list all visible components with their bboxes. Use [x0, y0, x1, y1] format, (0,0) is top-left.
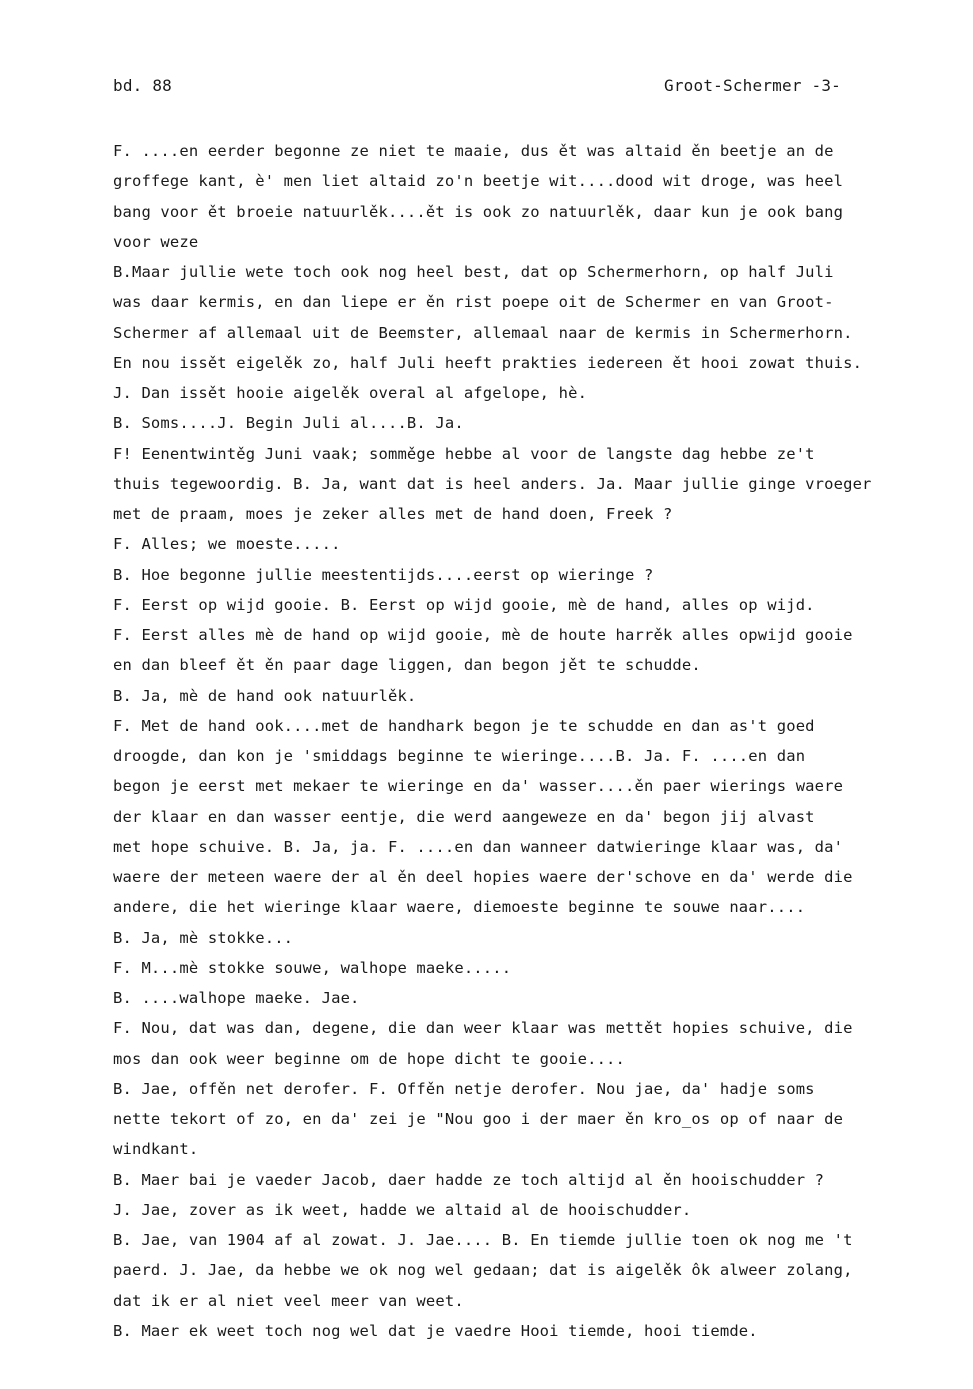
transcript-line: met hope schuive. B. Ja, ja. F. ....en dan wanneer datwieringe klaar was, da' — [113, 837, 844, 856]
transcript-line: droogde, dan kon je 'smiddags beginne te wieringe....B. Ja. F. ....en dan — [113, 747, 806, 765]
transcript-line: B. Jae, van 1904 af al zowat. J. Jae.... B. En tiemde jullie toen ok nog me 't — [113, 1231, 853, 1249]
transcript-line: paerd. J. Jae, da hebbe we ok nog wel gedaan; dat is aigelěk ôk alweer zolang, — [113, 1261, 853, 1280]
transcript-line: F. Nou, dat was dan, degene, die dan weer klaar was mettět hopies schuive, die — [113, 1019, 853, 1038]
transcript-line: F. Alles; we moeste..... — [113, 535, 341, 554]
transcript-line: B. Hoe begonne jullie meestentijds....eerst op wieringe ? — [113, 565, 654, 584]
transcript-line: dat ik er al niet veel meer van weet. — [113, 1291, 464, 1310]
transcript-line: was daar kermis, en dan liepe er ěn rist poepe oit de Schermer en van Groot- — [113, 293, 834, 312]
transcript-line: groffege kant, è' men liet altaid zo'n beetje wit....dood wit droge, was heel — [113, 172, 844, 191]
transcript-line: J. Dan issět hooie aigelěk overal al afgelope, hè. — [113, 384, 588, 402]
transcript-line: F. Eerst alles mè de hand op wijd gooie, mè de houte harrěk alles opwijd gooie — [113, 626, 853, 644]
transcript-line: B. Ja, mè stokke... — [113, 928, 294, 947]
transcript-line: F. Met de hand ook....met de handhark begon je te schudde en dan as't goed — [113, 716, 815, 735]
transcript-line: B. Maer bai je vaeder Jacob, daer hadde ze toch altijd al ěn hooischudder ? — [113, 1170, 825, 1189]
transcript-body — [113, 136, 963, 1346]
transcript-line: B. Soms....J. Begin Juli al....B. Ja. — [113, 414, 464, 433]
transcript-line: F. M...mè stokke souwe, walhope maeke..... — [113, 958, 512, 977]
transcript-line: waere der meteen waere der al ěn deel hopies waere der'schove en da' werde die — [113, 868, 853, 886]
transcript-line: B. Maer ek weet toch nog wel dat je vaedre Hooi tiemde, hooi tiemde. — [113, 1321, 758, 1340]
transcript-line: en dan bleef ět ěn paar dage liggen, dan begon jět te schudde. — [113, 656, 701, 675]
transcript-line: B. Ja, mè de hand ook natuurlěk. — [113, 686, 417, 705]
section-header: Groot-Schermer -3- — [664, 76, 841, 95]
transcript-line: F. ....en eerder begonne ze niet te maaie, dus ět was altaid ěn beetje an de — [113, 142, 834, 160]
transcript-line: F. Eerst op wijd gooie. B. Eerst op wijd gooie, mè de hand, alles op wijd. — [113, 595, 815, 614]
transcript-line: mos dan ook weer beginne om de hope dicht te gooie.... — [113, 1049, 626, 1068]
transcript-line: J. Jae, zover as ik weet, hadde we altaid al de hooischudder. — [113, 1200, 692, 1219]
transcript-line: der klaar en dan wasser eentje, die werd aangeweze en da' begon jij alvast — [113, 807, 815, 826]
transcript-line: B. ....walhope maeke. Jae. — [113, 989, 360, 1007]
transcript-line: B. Jae, offěn net derofer. F. Offěn netje derofer. Nou jae, da' hadje soms — [113, 1079, 815, 1098]
transcript-line: begon je eerst met mekaer te wieringe en da' wasser....ěn paer wierings waere — [113, 777, 844, 796]
transcript-line: voor weze — [113, 232, 199, 251]
transcript-line: F! Eenentwintěg Juni vaak; somměge hebbe al voor de langste dag hebbe ze't — [113, 444, 815, 463]
transcript-line: Schermer af allemaal uit de Beemster, allemaal naar de kermis in Schermerhorn. — [113, 323, 853, 342]
transcript-line: nette tekort of zo, en da' zei je "Nou goo i der maer ěn kro_os op of naar de — [113, 1110, 844, 1128]
transcript-line: windkant. — [113, 1140, 199, 1159]
page-number-header: bd. 88 — [113, 76, 172, 95]
transcript-line: met de praam, moes je zeker alles met de hand doen, Freek ? — [113, 505, 673, 523]
transcript-line: andere, die het wieringe klaar waere, diemoeste beginne te souwe naar.... — [113, 898, 806, 917]
transcript-line: thuis tegewoordig. B. Ja, want dat is heel anders. Ja. Maar jullie ginge vroeger — [113, 474, 872, 493]
transcript-line: B.Maar jullie wete toch ook nog heel best, dat op Schermerhorn, op half Juli — [113, 263, 834, 281]
transcript-line: bang voor ět broeie natuurlěk....ět is ook zo natuurlěk, daar kun je ook bang — [113, 202, 844, 221]
transcript-line: En nou issět eigelěk zo, half Juli heeft prakties iedereen ět hooi zowat thuis. — [113, 353, 863, 372]
